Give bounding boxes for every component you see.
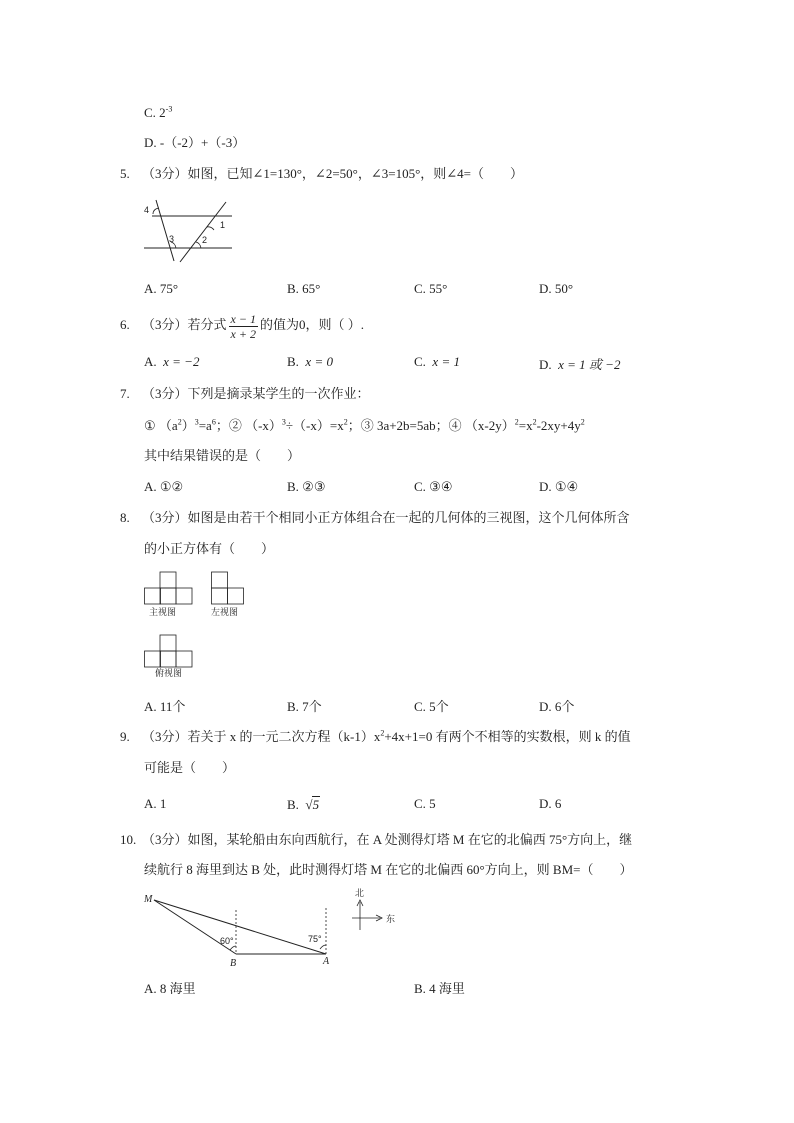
q9-stem-line2: 可能是（ ） <box>144 760 236 775</box>
q5-label-1: 1 <box>220 220 226 230</box>
q8-option-c[interactable]: C. 5个 <box>414 699 449 714</box>
q5-number: 5. <box>120 166 130 181</box>
q7-option-a[interactable]: A. ①② <box>144 479 184 494</box>
q5-option-c[interactable]: C. 55° <box>414 281 448 296</box>
q10-label-b: B <box>230 958 237 969</box>
q5-option-d[interactable]: D. 50° <box>539 281 574 296</box>
q8-option-d[interactable]: D. 6个 <box>539 699 575 714</box>
q7-option-c[interactable]: C. ③④ <box>414 479 453 494</box>
q6-option-a[interactable]: A. x = −2 <box>144 354 200 369</box>
q5-figure <box>140 196 240 266</box>
q9-sqrt-radicand: 5 <box>312 797 320 812</box>
q10-option-b[interactable]: B. 4 海里 <box>414 981 465 996</box>
q9-option-a[interactable]: A. 1 <box>144 796 167 811</box>
q9-option-c[interactable]: C. 5 <box>414 796 436 811</box>
q10-number: 10. <box>120 832 137 847</box>
q7-option-d[interactable]: D. ①④ <box>539 479 579 494</box>
q5-label-3: 3 <box>169 234 175 244</box>
q10-option-a[interactable]: A. 8 海里 <box>144 981 196 996</box>
q6-option-b[interactable]: B. x = 0 <box>287 354 333 369</box>
q6-option-c[interactable]: C. x = 1 <box>414 354 460 369</box>
q4-option-c: C. $2^{-3}$ <box>144 104 173 120</box>
q8-front-label: 主视图 <box>149 607 177 617</box>
q8-front-view <box>144 571 196 607</box>
q6-stem: （3分）若分式 $\frac{x - 1}{x + 2}$ 的值为0，则（ ）. <box>142 311 364 341</box>
q7-items: ① $(a^2)^3=a^6$；② $(-x)^3\div(-x)=x^2$；③ 3a+2b=5ab；④ $(x-2y)^2=x^2-2xy+4y^2$ <box>144 417 585 433</box>
q7-option-b[interactable]: B. ②③ <box>287 479 326 494</box>
q7-stem: （3分）下列是摘录某学生的一次作业： <box>142 386 370 401</box>
q9-option-d[interactable]: D. 6 <box>539 796 562 811</box>
q8-number: 8. <box>120 510 130 525</box>
q10-east-label: 东 <box>386 914 396 924</box>
q8-left-view <box>211 571 247 607</box>
q8-top-view <box>144 634 196 670</box>
q9-number: 9. <box>120 729 130 744</box>
q5-option-b[interactable]: B. 65° <box>287 281 321 296</box>
q5-option-a[interactable]: A. 75° <box>144 281 179 296</box>
q8-option-a[interactable]: A. 11个 <box>144 699 186 714</box>
q6-option-d[interactable]: D. x = 1 或 −2 <box>539 357 621 372</box>
q7-question: 其中结果错误的是（ ） <box>144 448 301 463</box>
q10-north-label: 北 <box>355 888 365 898</box>
q8-left-label: 左视图 <box>211 607 239 617</box>
q10-angle-a: 75° <box>308 934 322 944</box>
q10-angle-b: 60° <box>220 936 234 946</box>
q10-stem-line1: （3分）如图，某轮船由东向西航行，在 A 处测得灯塔 M 在它的北偏西 75°方向上，继 <box>142 832 633 847</box>
q10-stem-line2: 续航行 8 海里到达 B 处，此时测得灯塔 M 在它的北偏西 60°方向上，则 BM=（ ） <box>144 862 633 877</box>
q5-stem: （3分）如图，已知∠1=130°，∠2=50°，∠3=105°，则∠4=（ ） <box>142 166 523 181</box>
q9-option-b[interactable]: B. √5 <box>287 797 320 812</box>
q8-stem-line1: （3分）如图是由若干个相同小正方体组合在一起的几何体的三视图，这个几何体所含 <box>142 510 630 525</box>
q8-option-b[interactable]: B. 7个 <box>287 699 322 714</box>
q5-label-4: 4 <box>144 205 150 215</box>
q4-option-d: D. -（-2）+（-3） <box>144 135 246 150</box>
q7-number: 7. <box>120 386 130 401</box>
q10-label-m: M <box>144 894 153 905</box>
q10-figure <box>140 886 410 972</box>
q5-label-2: 2 <box>202 235 208 245</box>
q8-stem-line2: 的小正方体有（ ） <box>144 541 275 556</box>
q8-top-label: 俯视图 <box>155 668 183 678</box>
q10-label-a: A <box>323 956 330 967</box>
q6-fraction: $\frac{x - 1}{x + 2}$ <box>230 311 256 341</box>
q6-number: 6. <box>120 317 130 332</box>
q9-stem-line1: （3分）若关于 x 的一元二次方程$(k-1)x^2+4x+1=0$ 有两个不相等的实数根，则 k 的值 <box>142 728 631 744</box>
